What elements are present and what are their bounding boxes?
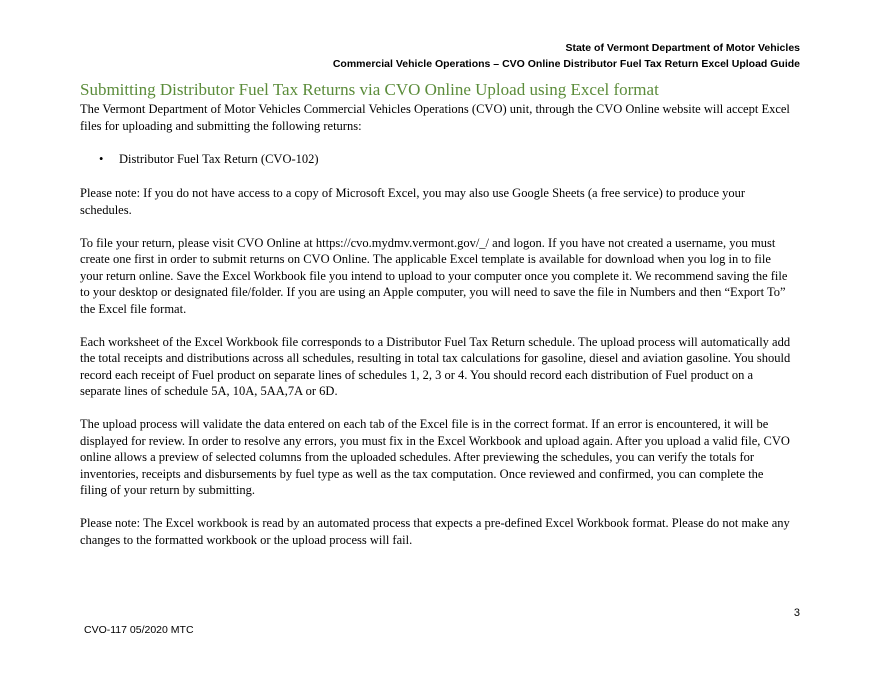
header-guide-title: Commercial Vehicle Operations – CVO Online Distributor Fuel Tax Return Excel Upload Guide <box>332 58 800 70</box>
list-item-text: Distributor Fuel Tax Return (CVO-102) <box>119 151 319 166</box>
footer-form-id: CVO-117 05/2020 MTC <box>84 624 194 636</box>
returns-list <box>80 151 792 168</box>
bullet-icon: • <box>99 151 104 166</box>
section-title: Submitting Distributor Fuel Tax Returns via CVO Online Upload using Excel format <box>80 80 659 99</box>
header-agency: State of Vermont Department of Motor Vehicles <box>565 42 800 54</box>
list-item <box>80 151 792 168</box>
document-header <box>333 40 800 72</box>
note-google-sheets: Please note: If you do not have access to a copy of Microsoft Excel, you may also use Google Sheets (a free service) to produce your schedules. <box>80 186 746 217</box>
worksheets-paragraph: Each worksheet of the Excel Workbook file corresponds to a Distributor Fuel Tax Return schedule. The upload process will automatically add the total receipts and distributions across all schedules, resulting in total tax calculations for gasoline, diesel and aviation gasoline. You should record each receipt of Fuel product on separate lines of schedules 1, 2, 3 or 4. You should record each distribution of Fuel product on a separate lines of schedule 5A, 10A, 5AA,7A or 6D. <box>80 334 791 398</box>
file-return-paragraph: To file your return, please visit CVO Online at https://cvo.mydmv.vermont.gov/_/ and logon. If you have not created a username, you must create one first in order to submit returns on CVO Online. The applicable Excel template is available for download when you log in to file your return online. Save the Excel Workbook file you intend to upload to your computer once you complete it. We recommend saving the file to your desktop or designated file/folder. If you are using an Apple computer, you will need to save the file in Numbers and then “Export To” the Excel file format. <box>80 235 788 316</box>
validation-paragraph: The upload process will validate the data entered on each tab of the Excel file is in the correct format. If an error is encountered, it will be displayed for review. In order to resolve any errors, you must fix in the Excel Workbook and upload again. After you upload a valid file, CVO online allows a preview of selected columns from the uploaded schedules. After previewing the schedules, you can verify the totals for inventories, receipts and disbursements by fuel type as well as the tax computation. Once reviewed and confirmed, you can complete the filing of your return by submitting. <box>80 417 790 497</box>
document-body <box>80 101 792 565</box>
note-workbook-format: Please note: The Excel workbook is read by an automated process that expects a pre-defined Excel Workbook format. Please do not make any changes to the formatted workbook or the upload process will fail. <box>80 516 790 547</box>
page-number: 3 <box>793 607 800 619</box>
intro-paragraph: The Vermont Department of Motor Vehicles Commercial Vehicles Operations (CVO) unit, through the CVO Online website will accept Excel files for uploading and submitting the following returns: <box>80 102 790 133</box>
